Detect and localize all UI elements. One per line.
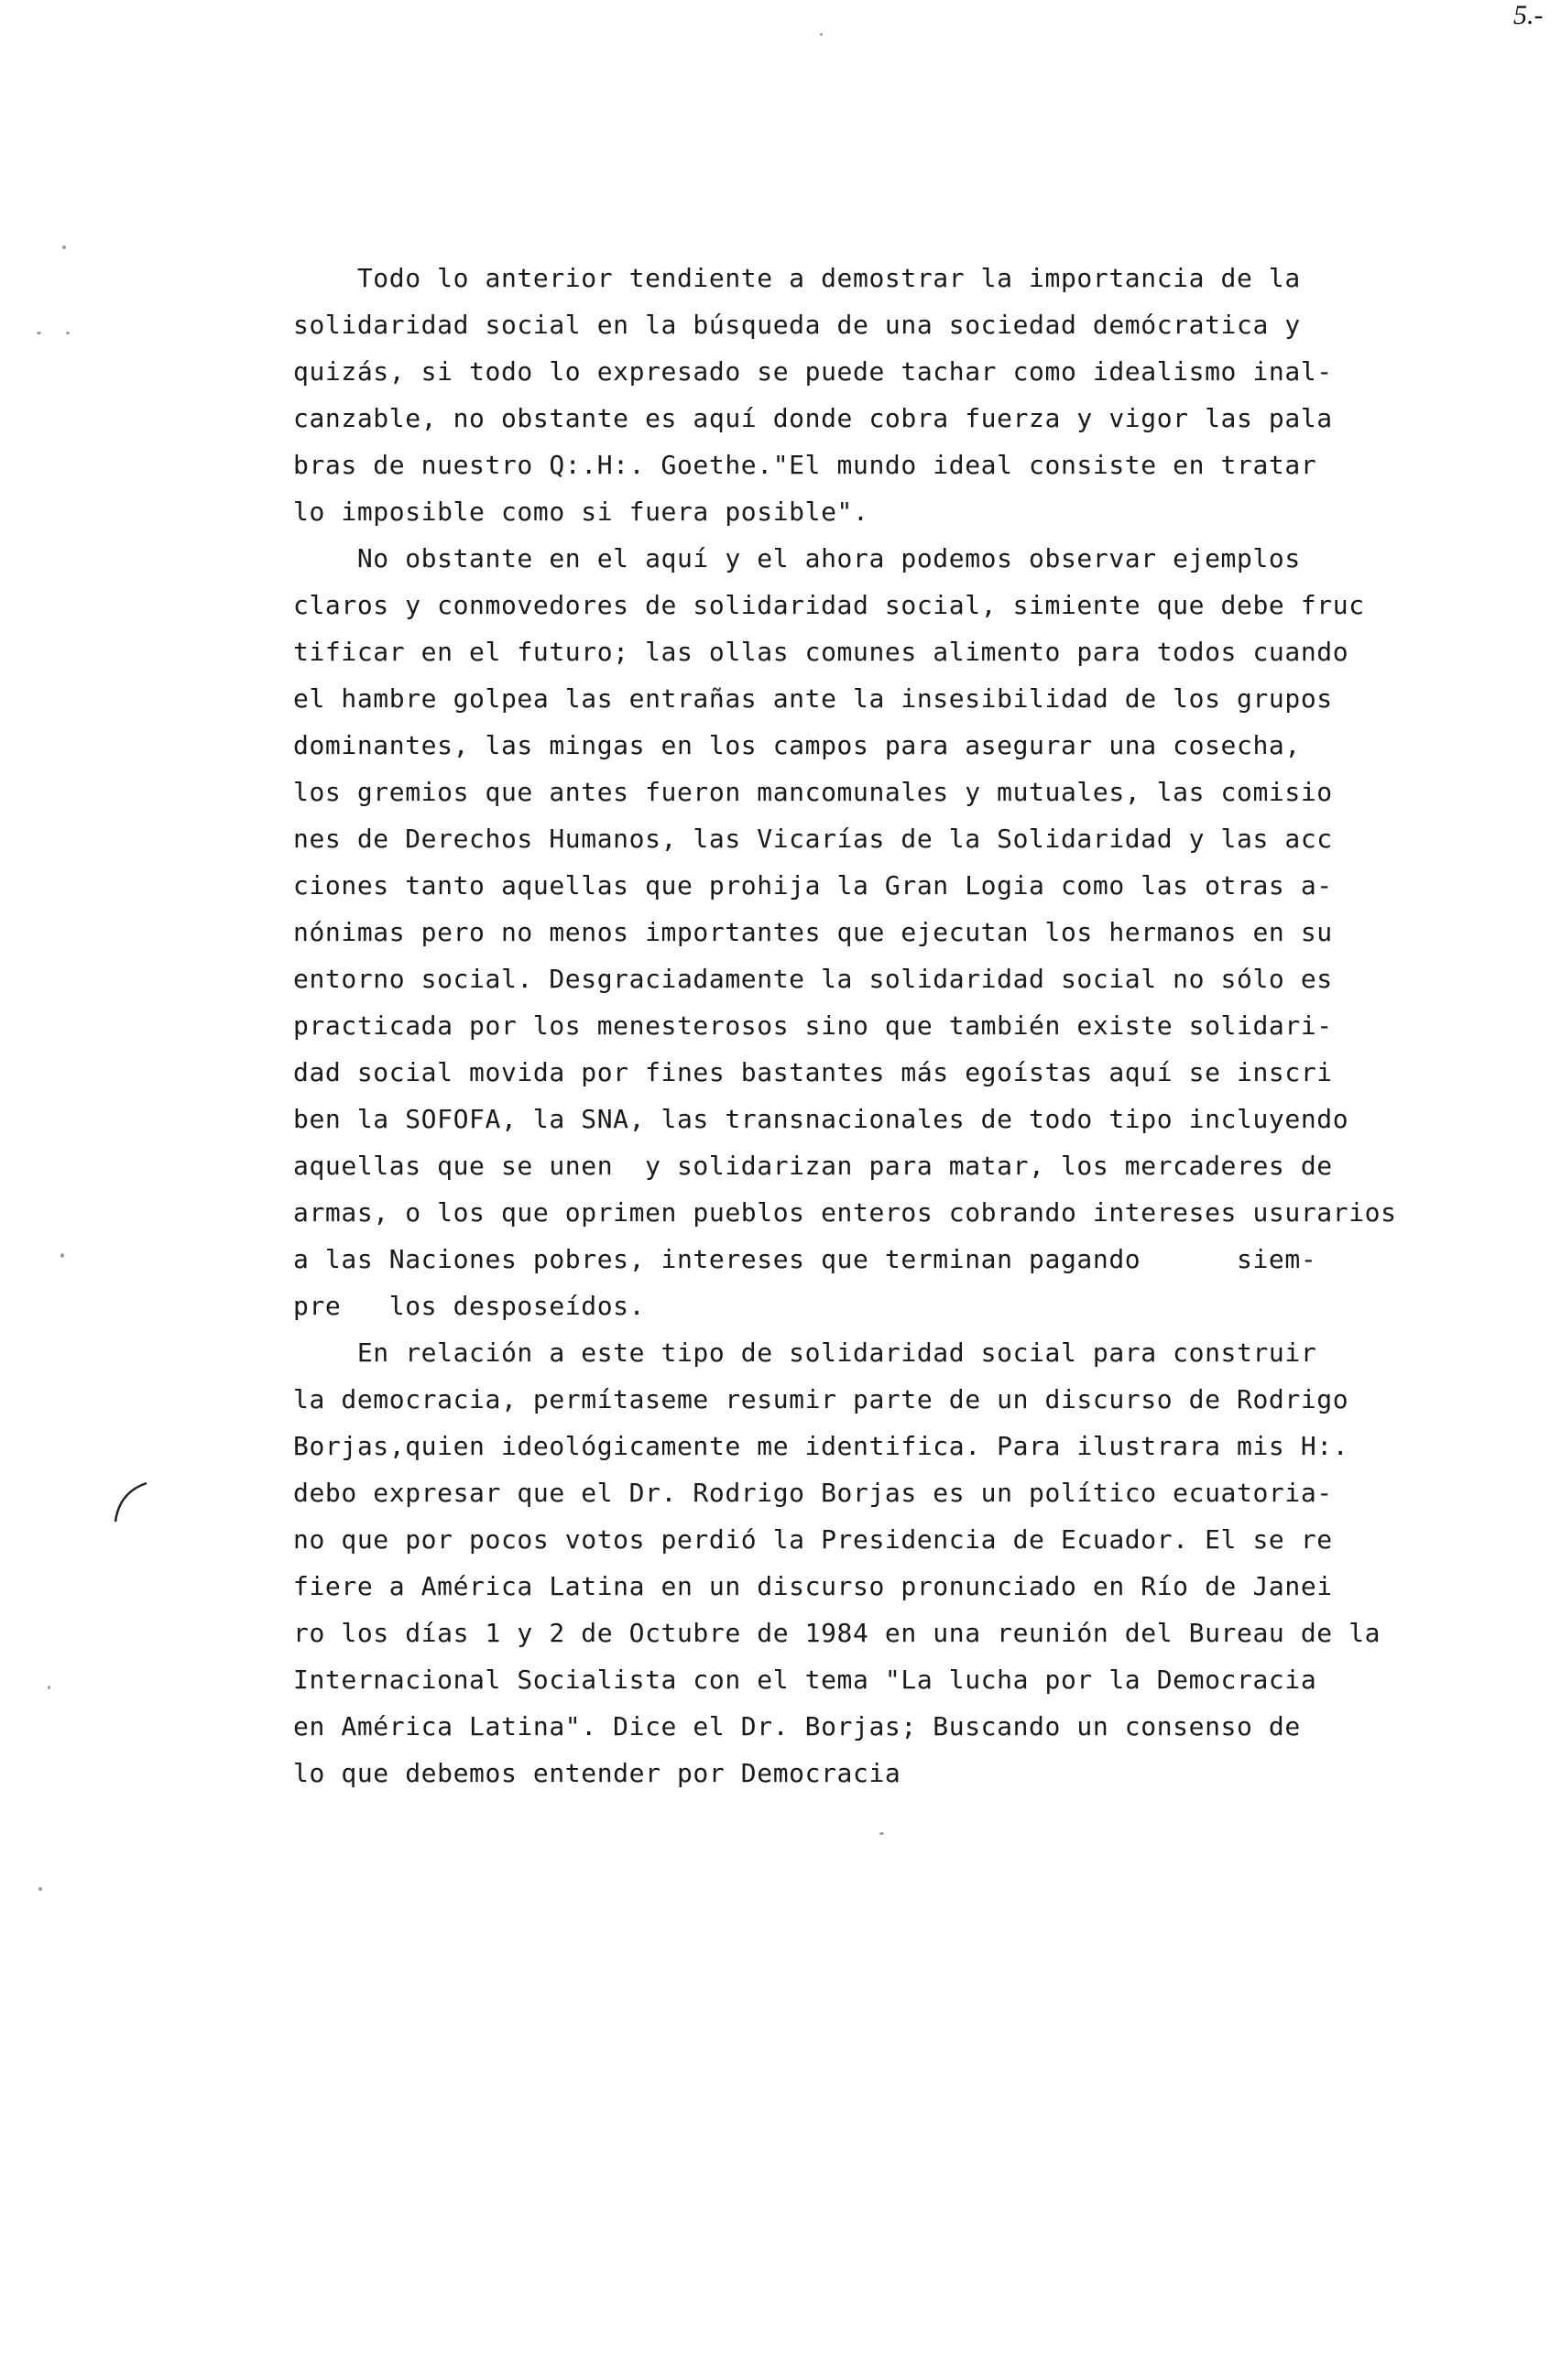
text-line: lo que debemos entender por Democracia bbox=[293, 1758, 901, 1788]
text-line: ro los días 1 y 2 de Octubre de 1984 en una reunión del Bureau de la bbox=[293, 1618, 1381, 1648]
scan-speck bbox=[879, 1832, 884, 1835]
document-body bbox=[293, 255, 1502, 1796]
text-line: No obstante en el aquí y el ahora podemos observar ejemplos bbox=[293, 543, 1301, 573]
margin-arc-mark bbox=[110, 1479, 156, 1525]
text-line: fiere a América Latina en un discurso pronunciado en Río de Janei bbox=[293, 1571, 1333, 1601]
scan-speck bbox=[820, 33, 823, 36]
text-line: nónimas pero no menos importantes que ejecutan los hermanos en su bbox=[293, 917, 1333, 947]
text-line: en América Latina". Dice el Dr. Borjas; Buscando un consenso de bbox=[293, 1711, 1301, 1741]
text-line: armas, o los que oprimen pueblos enteros cobrando intereses usurarios bbox=[293, 1197, 1397, 1228]
text-line: el hambre golpea las entrañas ante la insesibilidad de los grupos bbox=[293, 683, 1333, 714]
scan-speck bbox=[66, 332, 70, 334]
text-line: Borjas,quien ideológicamente me identifica. Para ilustrara mis H:. bbox=[293, 1431, 1349, 1461]
text-line: claros y conmovedores de solidaridad social, simiente que debe fruc bbox=[293, 590, 1365, 620]
page-number: 5.- bbox=[1513, 0, 1544, 30]
text-line: En relación a este tipo de solidaridad social para construir bbox=[293, 1337, 1317, 1368]
text-line: quizás, si todo lo expresado se puede tachar como idealismo inal- bbox=[293, 356, 1333, 387]
text-line: entorno social. Desgraciadamente la solidaridad social no sólo es bbox=[293, 964, 1333, 994]
text-line: pre los desposeídos. bbox=[293, 1291, 646, 1321]
text-line: aquellas que se unen y solidarizan para matar, los mercaderes de bbox=[293, 1151, 1333, 1181]
scan-speck bbox=[48, 1686, 50, 1689]
text-line: no que por pocos votos perdió la Presidencia de Ecuador. El se re bbox=[293, 1524, 1333, 1555]
text-line: lo imposible como si fuera posible". bbox=[293, 497, 869, 527]
scan-speck bbox=[37, 332, 41, 334]
text-line: Internacional Socialista con el tema "La lucha por la Democracia bbox=[293, 1665, 1317, 1695]
text-line: ciones tanto aquellas que prohija la Gran Logia como las otras a- bbox=[293, 870, 1333, 901]
scan-speck bbox=[38, 1887, 42, 1891]
text-line: bras de nuestro Q:.H:. Goethe."El mundo ideal consiste en tratar bbox=[293, 450, 1317, 480]
text-line: debo expresar que el Dr. Rodrigo Borjas es un político ecuatoria- bbox=[293, 1478, 1333, 1508]
text-line: a las Naciones pobres, intereses que terminan pagando siem- bbox=[293, 1244, 1317, 1274]
text-line: dominantes, las mingas en los campos para asegurar una cosecha, bbox=[293, 730, 1301, 760]
text-line: Todo lo anterior tendiente a demostrar la importancia de la bbox=[293, 263, 1301, 293]
text-line: nes de Derechos Humanos, las Vicarías de la Solidaridad y las acc bbox=[293, 824, 1333, 854]
text-line: la democracia, permítaseme resumir parte de un discurso de Rodrigo bbox=[293, 1384, 1349, 1414]
text-line: canzable, no obstante es aquí donde cobra fuerza y vigor las pala bbox=[293, 403, 1333, 433]
text-line: solidaridad social en la búsqueda de una sociedad demócratica y bbox=[293, 310, 1301, 340]
text-line: ben la SOFOFA, la SNA, las transnacionales de todo tipo incluyendo bbox=[293, 1104, 1349, 1134]
text-line: practicada por los menesterosos sino que también existe solidari- bbox=[293, 1010, 1333, 1041]
scan-speck bbox=[62, 246, 66, 249]
scan-speck bbox=[60, 1253, 64, 1258]
text-line: dad social movida por fines bastantes más egoístas aquí se inscri bbox=[293, 1057, 1333, 1087]
text-line: tificar en el futuro; las ollas comunes alimento para todos cuando bbox=[293, 637, 1349, 667]
text-line: los gremios que antes fueron mancomunales y mutuales, las comisio bbox=[293, 777, 1333, 807]
